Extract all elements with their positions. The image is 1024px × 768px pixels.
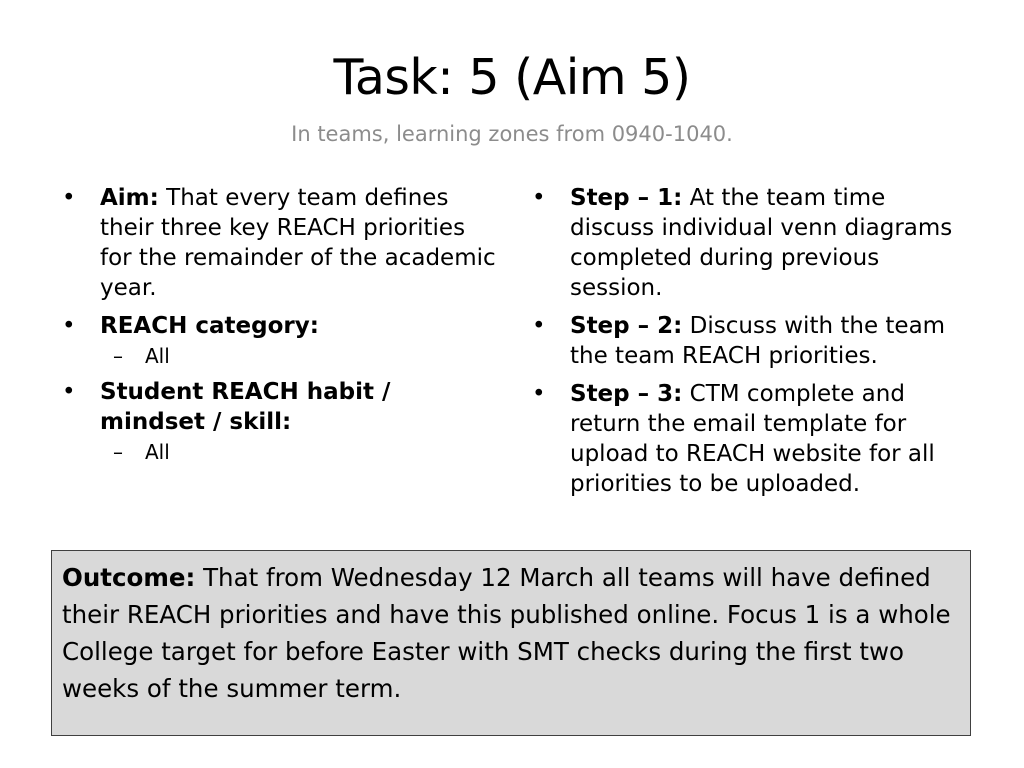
step-label: Step – 2: bbox=[570, 313, 683, 339]
habit-item bbox=[60, 377, 500, 465]
category-item bbox=[60, 311, 500, 369]
step-label: Step – 3: bbox=[570, 381, 683, 407]
step-text: Discuss with the team the team REACH priorities. bbox=[570, 313, 946, 369]
aim-label: Aim: bbox=[100, 185, 159, 211]
habit-sublist bbox=[100, 439, 500, 465]
outcome-label: Outcome: bbox=[62, 563, 196, 592]
habit-label: Student REACH habit / mindset / skill: bbox=[100, 379, 391, 435]
step-item bbox=[530, 183, 960, 303]
right-column bbox=[530, 183, 960, 507]
aim-text: That every team defines their three key REACH priorities for the remainder of the academic year. bbox=[100, 185, 496, 301]
step-text: At the team time discuss individual venn diagrams completed during previous session. bbox=[570, 185, 953, 301]
step-item bbox=[530, 311, 960, 371]
aim-list bbox=[60, 183, 500, 465]
left-column bbox=[60, 183, 500, 473]
slide-subtitle: In teams, learning zones from 0940-1040. bbox=[291, 122, 733, 146]
category-label: REACH category: bbox=[100, 313, 319, 339]
outcome-box bbox=[51, 550, 971, 736]
step-label: Step – 1: bbox=[570, 185, 683, 211]
aim-item bbox=[60, 183, 500, 303]
category-sublist bbox=[100, 343, 500, 369]
steps-list bbox=[530, 183, 960, 499]
outcome-text: That from Wednesday 12 March all teams will have defined their REACH priorities and have this published online. Focus 1 is a whole College target for before Easter with SMT checks during the first two weeks of the summer term. bbox=[62, 563, 951, 703]
step-item bbox=[530, 379, 960, 499]
habit-sub-item: – All bbox=[100, 439, 500, 465]
category-sub-item: – All bbox=[100, 343, 500, 369]
step-text: CTM complete and return the email template for upload to REACH website for all priorities to be uploaded. bbox=[570, 381, 935, 497]
slide-title: Task: 5 (Aim 5) bbox=[333, 49, 691, 106]
